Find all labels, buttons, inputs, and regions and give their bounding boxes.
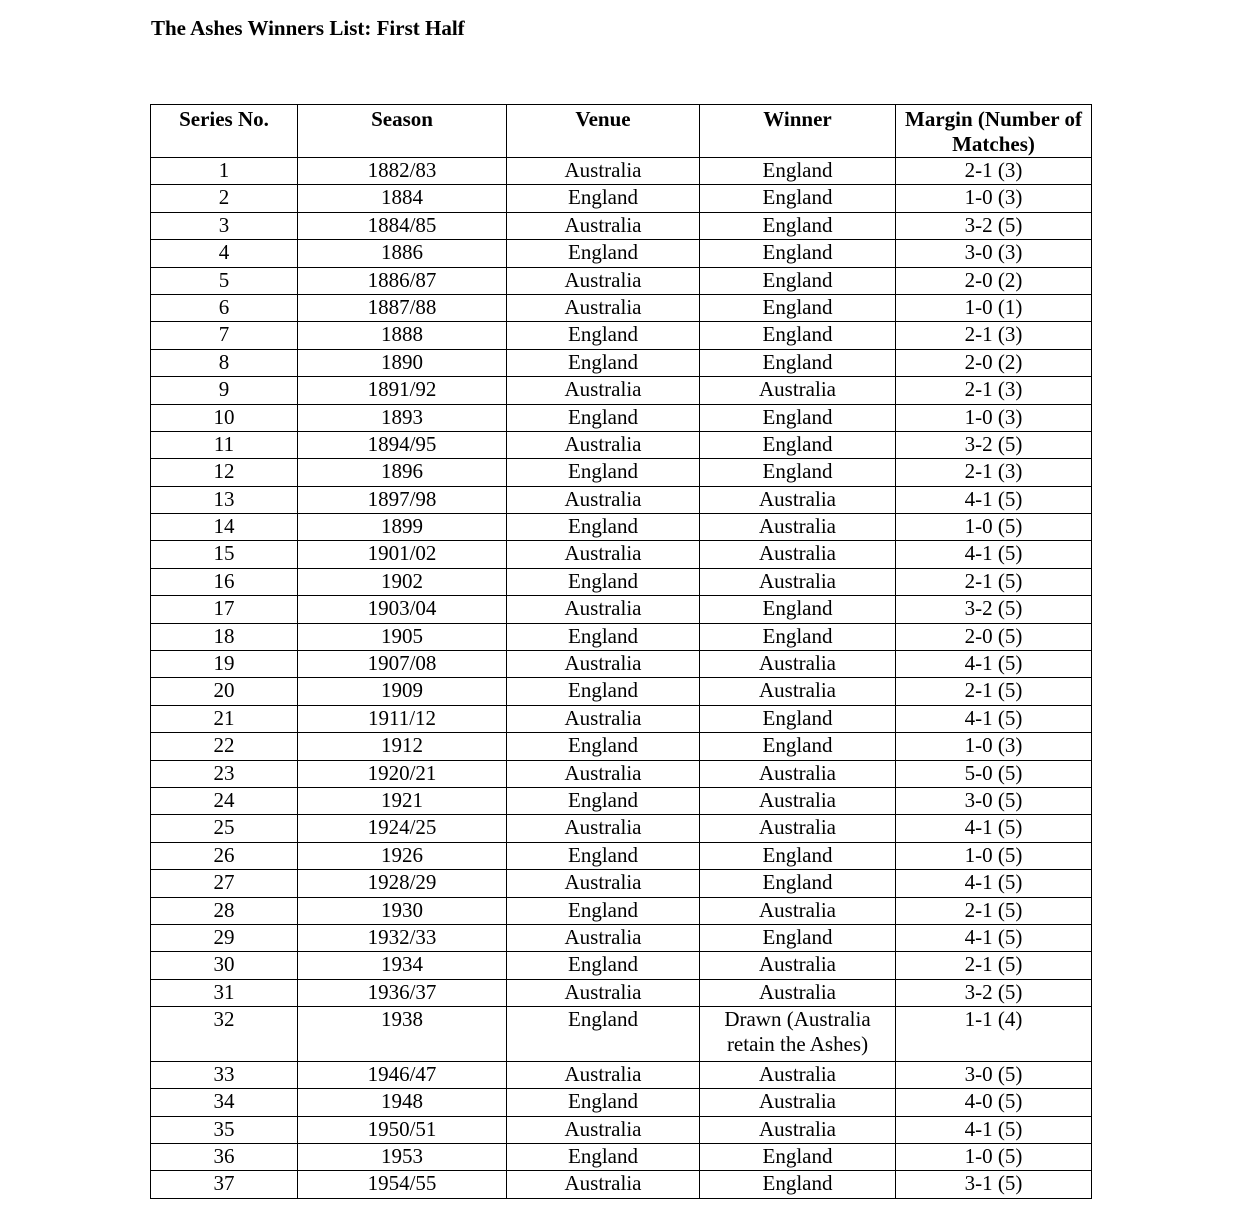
table-body xyxy=(151,158,1092,1199)
winner-cell: Australia xyxy=(700,568,896,595)
series-no-cell: 25 xyxy=(151,815,298,842)
table-row xyxy=(151,705,1092,732)
winner-cell: Australia xyxy=(700,952,896,979)
series-no-cell: 16 xyxy=(151,568,298,595)
winner-cell: Australia xyxy=(700,897,896,924)
venue-cell: England xyxy=(507,1144,700,1171)
series-no-cell: 29 xyxy=(151,924,298,951)
season-cell: 1911/12 xyxy=(298,705,507,732)
table-row xyxy=(151,349,1092,376)
season-cell: 1894/95 xyxy=(298,431,507,458)
winner-cell: England xyxy=(700,349,896,376)
series-no-cell: 4 xyxy=(151,240,298,267)
table-row xyxy=(151,1116,1092,1143)
venue-cell: Australia xyxy=(507,1171,700,1198)
season-cell: 1930 xyxy=(298,897,507,924)
venue-cell: England xyxy=(507,842,700,869)
winner-cell: England xyxy=(700,158,896,185)
margin-cell: 2-0 (5) xyxy=(896,623,1092,650)
margin-cell: 1-0 (5) xyxy=(896,514,1092,541)
table-row xyxy=(151,596,1092,623)
season-cell: 1907/08 xyxy=(298,651,507,678)
series-no-cell: 3 xyxy=(151,212,298,239)
margin-cell: 3-1 (5) xyxy=(896,1171,1092,1198)
table-row xyxy=(151,1089,1092,1116)
margin-cell: 3-2 (5) xyxy=(896,596,1092,623)
season-cell: 1896 xyxy=(298,459,507,486)
series-no-cell: 17 xyxy=(151,596,298,623)
margin-cell: 3-2 (5) xyxy=(896,431,1092,458)
series-no-cell: 31 xyxy=(151,979,298,1006)
margin-cell: 3-2 (5) xyxy=(896,212,1092,239)
season-cell: 1928/29 xyxy=(298,870,507,897)
winner-cell: England xyxy=(700,431,896,458)
season-cell: 1954/55 xyxy=(298,1171,507,1198)
header-venue: Venue xyxy=(507,105,700,158)
table-row xyxy=(151,568,1092,595)
season-cell: 1893 xyxy=(298,404,507,431)
margin-cell: 3-2 (5) xyxy=(896,979,1092,1006)
series-no-cell: 7 xyxy=(151,322,298,349)
margin-cell: 4-1 (5) xyxy=(896,815,1092,842)
season-cell: 1888 xyxy=(298,322,507,349)
venue-cell: England xyxy=(507,952,700,979)
winner-cell: England xyxy=(700,870,896,897)
margin-cell: 1-0 (3) xyxy=(896,185,1092,212)
venue-cell: Australia xyxy=(507,212,700,239)
table-row xyxy=(151,459,1092,486)
table-row xyxy=(151,404,1092,431)
table-row xyxy=(151,377,1092,404)
series-no-cell: 5 xyxy=(151,267,298,294)
venue-cell: England xyxy=(507,1007,700,1062)
season-cell: 1899 xyxy=(298,514,507,541)
season-cell: 1953 xyxy=(298,1144,507,1171)
venue-cell: England xyxy=(507,514,700,541)
margin-cell: 2-0 (2) xyxy=(896,267,1092,294)
winner-cell: Australia xyxy=(700,1089,896,1116)
series-no-cell: 21 xyxy=(151,705,298,732)
table-row xyxy=(151,486,1092,513)
season-cell: 1948 xyxy=(298,1089,507,1116)
series-no-cell: 22 xyxy=(151,733,298,760)
winner-cell: Australia xyxy=(700,1116,896,1143)
series-no-cell: 26 xyxy=(151,842,298,869)
venue-cell: Australia xyxy=(507,1116,700,1143)
venue-cell: Australia xyxy=(507,651,700,678)
season-cell: 1921 xyxy=(298,787,507,814)
winner-cell: Australia xyxy=(700,1061,896,1088)
header-series-no: Series No. xyxy=(151,105,298,158)
header-margin: Margin (Number of Matches) xyxy=(896,105,1092,158)
table-row xyxy=(151,787,1092,814)
venue-cell: England xyxy=(507,349,700,376)
venue-cell: Australia xyxy=(507,870,700,897)
table-row xyxy=(151,651,1092,678)
season-cell: 1938 xyxy=(298,1007,507,1062)
venue-cell: England xyxy=(507,897,700,924)
winner-cell: England xyxy=(700,842,896,869)
venue-cell: Australia xyxy=(507,541,700,568)
table-row xyxy=(151,733,1092,760)
venue-cell: Australia xyxy=(507,815,700,842)
season-cell: 1884/85 xyxy=(298,212,507,239)
winner-cell: England xyxy=(700,623,896,650)
season-cell: 1886 xyxy=(298,240,507,267)
header-season: Season xyxy=(298,105,507,158)
margin-cell: 3-0 (5) xyxy=(896,1061,1092,1088)
winner-cell: Australia xyxy=(700,377,896,404)
venue-cell: Australia xyxy=(507,979,700,1006)
season-cell: 1932/33 xyxy=(298,924,507,951)
margin-cell: 4-1 (5) xyxy=(896,541,1092,568)
margin-cell: 4-1 (5) xyxy=(896,486,1092,513)
series-no-cell: 37 xyxy=(151,1171,298,1198)
venue-cell: England xyxy=(507,240,700,267)
table-row xyxy=(151,431,1092,458)
season-cell: 1926 xyxy=(298,842,507,869)
winner-cell: England xyxy=(700,404,896,431)
series-no-cell: 19 xyxy=(151,651,298,678)
winner-cell: Australia xyxy=(700,486,896,513)
header-winner: Winner xyxy=(700,105,896,158)
season-cell: 1890 xyxy=(298,349,507,376)
season-cell: 1903/04 xyxy=(298,596,507,623)
margin-cell: 2-0 (2) xyxy=(896,349,1092,376)
winner-cell: Australia xyxy=(700,514,896,541)
winner-cell: England xyxy=(700,322,896,349)
venue-cell: Australia xyxy=(507,267,700,294)
table-row xyxy=(151,541,1092,568)
series-no-cell: 24 xyxy=(151,787,298,814)
margin-cell: 1-1 (4) xyxy=(896,1007,1092,1062)
season-cell: 1887/88 xyxy=(298,294,507,321)
series-no-cell: 27 xyxy=(151,870,298,897)
margin-cell: 2-1 (5) xyxy=(896,897,1092,924)
document-title: The Ashes Winners List: First Half xyxy=(151,16,465,40)
series-no-cell: 12 xyxy=(151,459,298,486)
series-no-cell: 20 xyxy=(151,678,298,705)
margin-cell: 2-1 (5) xyxy=(896,568,1092,595)
venue-cell: Australia xyxy=(507,596,700,623)
season-cell: 1950/51 xyxy=(298,1116,507,1143)
series-no-cell: 10 xyxy=(151,404,298,431)
venue-cell: England xyxy=(507,185,700,212)
margin-cell: 2-1 (5) xyxy=(896,952,1092,979)
series-no-cell: 1 xyxy=(151,158,298,185)
table-row xyxy=(151,1007,1092,1062)
winner-cell: Australia xyxy=(700,760,896,787)
winner-cell: Drawn (Australia retain the Ashes) xyxy=(700,1007,896,1062)
margin-cell: 2-1 (3) xyxy=(896,459,1092,486)
winner-cell: Australia xyxy=(700,979,896,1006)
margin-cell: 4-1 (5) xyxy=(896,1116,1092,1143)
table-row xyxy=(151,897,1092,924)
winner-cell: Australia xyxy=(700,678,896,705)
venue-cell: Australia xyxy=(507,486,700,513)
series-no-cell: 8 xyxy=(151,349,298,376)
table-row xyxy=(151,158,1092,185)
table-row xyxy=(151,815,1092,842)
winner-cell: England xyxy=(700,267,896,294)
winner-cell: England xyxy=(700,924,896,951)
winner-cell: England xyxy=(700,596,896,623)
series-no-cell: 36 xyxy=(151,1144,298,1171)
table-row xyxy=(151,979,1092,1006)
series-no-cell: 11 xyxy=(151,431,298,458)
table-row xyxy=(151,924,1092,951)
venue-cell: Australia xyxy=(507,1061,700,1088)
season-cell: 1920/21 xyxy=(298,760,507,787)
series-no-cell: 28 xyxy=(151,897,298,924)
venue-cell: Australia xyxy=(507,431,700,458)
margin-cell: 1-0 (5) xyxy=(896,842,1092,869)
season-cell: 1884 xyxy=(298,185,507,212)
series-no-cell: 13 xyxy=(151,486,298,513)
season-cell: 1912 xyxy=(298,733,507,760)
table-row xyxy=(151,623,1092,650)
table-row xyxy=(151,514,1092,541)
venue-cell: England xyxy=(507,1089,700,1116)
venue-cell: Australia xyxy=(507,377,700,404)
venue-cell: Australia xyxy=(507,924,700,951)
table-row xyxy=(151,294,1092,321)
winner-cell: England xyxy=(700,240,896,267)
winner-cell: England xyxy=(700,705,896,732)
venue-cell: England xyxy=(507,568,700,595)
season-cell: 1905 xyxy=(298,623,507,650)
venue-cell: Australia xyxy=(507,705,700,732)
margin-cell: 4-1 (5) xyxy=(896,651,1092,678)
table-row xyxy=(151,678,1092,705)
season-cell: 1891/92 xyxy=(298,377,507,404)
season-cell: 1897/98 xyxy=(298,486,507,513)
series-no-cell: 9 xyxy=(151,377,298,404)
table-row xyxy=(151,842,1092,869)
winner-cell: England xyxy=(700,733,896,760)
table-row xyxy=(151,185,1092,212)
season-cell: 1901/02 xyxy=(298,541,507,568)
margin-cell: 1-0 (5) xyxy=(896,1144,1092,1171)
season-cell: 1886/87 xyxy=(298,267,507,294)
season-cell: 1924/25 xyxy=(298,815,507,842)
series-no-cell: 34 xyxy=(151,1089,298,1116)
series-no-cell: 30 xyxy=(151,952,298,979)
venue-cell: England xyxy=(507,459,700,486)
winner-cell: England xyxy=(700,459,896,486)
margin-cell: 2-1 (3) xyxy=(896,158,1092,185)
venue-cell: Australia xyxy=(507,294,700,321)
venue-cell: Australia xyxy=(507,760,700,787)
venue-cell: England xyxy=(507,322,700,349)
series-no-cell: 32 xyxy=(151,1007,298,1062)
series-no-cell: 14 xyxy=(151,514,298,541)
winner-cell: Australia xyxy=(700,787,896,814)
series-no-cell: 35 xyxy=(151,1116,298,1143)
season-cell: 1936/37 xyxy=(298,979,507,1006)
margin-cell: 1-0 (3) xyxy=(896,404,1092,431)
margin-cell: 4-1 (5) xyxy=(896,870,1092,897)
table-row xyxy=(151,1061,1092,1088)
season-cell: 1946/47 xyxy=(298,1061,507,1088)
series-no-cell: 18 xyxy=(151,623,298,650)
winner-cell: Australia xyxy=(700,815,896,842)
series-no-cell: 15 xyxy=(151,541,298,568)
winner-cell: England xyxy=(700,212,896,239)
venue-cell: England xyxy=(507,733,700,760)
margin-cell: 4-1 (5) xyxy=(896,705,1092,732)
venue-cell: Australia xyxy=(507,158,700,185)
table-row xyxy=(151,322,1092,349)
table-row xyxy=(151,240,1092,267)
table-header-row xyxy=(151,105,1092,158)
table-row xyxy=(151,267,1092,294)
table-row xyxy=(151,212,1092,239)
table-row xyxy=(151,1171,1092,1198)
table-row xyxy=(151,1144,1092,1171)
venue-cell: England xyxy=(507,678,700,705)
series-no-cell: 23 xyxy=(151,760,298,787)
margin-cell: 4-0 (5) xyxy=(896,1089,1092,1116)
venue-cell: England xyxy=(507,787,700,814)
margin-cell: 3-0 (5) xyxy=(896,787,1092,814)
table-row xyxy=(151,760,1092,787)
winner-cell: England xyxy=(700,1171,896,1198)
venue-cell: England xyxy=(507,623,700,650)
table-row xyxy=(151,952,1092,979)
series-no-cell: 33 xyxy=(151,1061,298,1088)
series-no-cell: 6 xyxy=(151,294,298,321)
series-no-cell: 2 xyxy=(151,185,298,212)
margin-cell: 1-0 (1) xyxy=(896,294,1092,321)
margin-cell: 2-1 (3) xyxy=(896,377,1092,404)
winner-cell: England xyxy=(700,294,896,321)
season-cell: 1902 xyxy=(298,568,507,595)
winner-cell: Australia xyxy=(700,651,896,678)
ashes-winners-table xyxy=(150,104,1092,1199)
season-cell: 1882/83 xyxy=(298,158,507,185)
winner-cell: Australia xyxy=(700,541,896,568)
winner-cell: England xyxy=(700,185,896,212)
margin-cell: 2-1 (5) xyxy=(896,678,1092,705)
season-cell: 1934 xyxy=(298,952,507,979)
margin-cell: 2-1 (3) xyxy=(896,322,1092,349)
margin-cell: 5-0 (5) xyxy=(896,760,1092,787)
winner-cell: England xyxy=(700,1144,896,1171)
season-cell: 1909 xyxy=(298,678,507,705)
margin-cell: 4-1 (5) xyxy=(896,924,1092,951)
margin-cell: 1-0 (3) xyxy=(896,733,1092,760)
table-row xyxy=(151,870,1092,897)
margin-cell: 3-0 (3) xyxy=(896,240,1092,267)
venue-cell: England xyxy=(507,404,700,431)
